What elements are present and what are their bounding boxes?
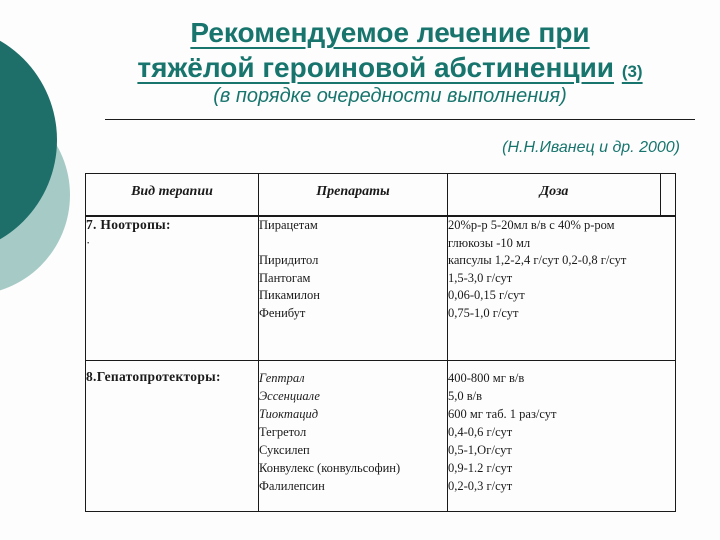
- dose-value: 5,0 в/в: [448, 389, 483, 403]
- dose-value: 0,2-0,3 г/сут: [448, 479, 513, 493]
- drug-name: Пирацетам: [259, 218, 318, 232]
- slide-title: [60, 15, 720, 89]
- drug-name: Эссенциале: [259, 389, 320, 403]
- source-attribution: (Н.Н.Иванец и др. 2000): [502, 139, 680, 156]
- drug-name: Тегретол: [259, 425, 307, 439]
- dose-value: 0,06-0,15 г/сут: [448, 288, 525, 302]
- header-dose: Доза: [448, 174, 661, 217]
- therapy-cell-hepatoprotectors: [86, 361, 259, 512]
- dose-value: 600 мг таб. 1 раз/сут: [448, 407, 557, 421]
- slide-title-line2: тяжёлой героиновой абстиненции: [137, 52, 615, 83]
- title-separator-line: [105, 119, 695, 120]
- dose-value: капсулы 1,2-2,4 г/сут 0,2-0,8 г/сут: [448, 253, 627, 267]
- header-therapy-type: Вид терапии: [86, 174, 259, 217]
- dose-value: 1,5-3,0 г/сут: [448, 270, 513, 285]
- table-header-row: [86, 174, 676, 217]
- dose-value: 400-800 мг в/в: [448, 371, 525, 385]
- therapy-label: 7. Ноотропы:: [86, 217, 171, 232]
- drug-name: [259, 235, 447, 253]
- drug-name: Суксилеп: [259, 443, 310, 457]
- dose-cell-hepatoprotectors: [448, 361, 676, 512]
- drug-name: Тиоктацид: [259, 407, 319, 421]
- dose-value: 0,9-1.2 г/сут: [448, 461, 513, 475]
- dose-value: 0,4-0,6 г/сут: [448, 425, 513, 439]
- drugs-cell-nootropics: [259, 216, 448, 361]
- treatment-table: [85, 173, 676, 512]
- drug-name: Гептрал: [259, 371, 305, 385]
- header-empty-cell: [661, 174, 676, 217]
- dose-value: глюкозы -10 мл: [448, 235, 531, 250]
- dose-value: 20%р-р 5-20мл в/в с 40% р-ром: [448, 218, 615, 232]
- drug-name: Конвулекс (конвульсофин): [259, 461, 401, 475]
- dose-value: 0,5-1,Ог/сут: [448, 443, 512, 457]
- slide-subtitle: (в порядке очередности выполнения): [213, 85, 567, 107]
- therapy-label: 8.Гепатопротекторы:: [86, 369, 221, 384]
- drug-name: Фенибут: [259, 305, 306, 320]
- header-drugs: Препараты: [259, 174, 448, 217]
- drug-name: Пантогам: [259, 270, 311, 285]
- bullet-marker: ·: [86, 235, 91, 250]
- slide-title-suffix: (3): [621, 62, 643, 81]
- table-row-hepatoprotectors: [86, 361, 676, 512]
- dose-cell-nootropics: [448, 216, 676, 361]
- drug-name: Пикамилон: [259, 288, 320, 302]
- dose-value: 0,75-1,0 г/сут: [448, 305, 519, 320]
- drug-name: Фалилепсин: [259, 479, 325, 493]
- therapy-cell-nootropics: [86, 216, 259, 361]
- slide-title-line1: Рекомендуемое лечение при: [190, 17, 590, 48]
- table-row-nootropics: [86, 216, 676, 361]
- drugs-cell-hepatoprotectors: [259, 361, 448, 512]
- drug-name: Пиридитол: [259, 253, 319, 267]
